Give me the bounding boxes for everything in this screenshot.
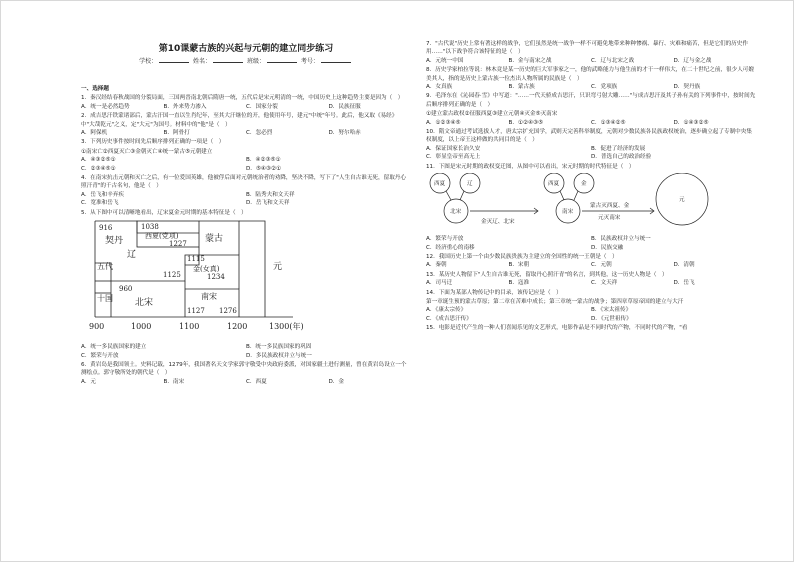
question-5-options	[81, 343, 411, 360]
label-1127: 1127	[187, 307, 205, 316]
option[interactable]: A．①②③④⑤	[426, 119, 461, 126]
option[interactable]: B．陆秀夫和文天祥	[246, 191, 295, 198]
question-10: 10．隋文帝通过考试选拔人才，唐太宗扩充国学，武则天完善科举制度，元朝对少数民族各民族政权统治，逐步确立起了专制中央集权制度，以上帝王这样做的共同目的是（ ）	[426, 129, 752, 144]
question-10-options	[426, 145, 756, 162]
label-yuan: 元	[273, 262, 283, 273]
option[interactable]: C．党项族	[591, 84, 618, 91]
question-1: 1．秦汉经结春秋战国的分裂局面，三国两晋南北朝后隋唐一统，五代后是宋元明清的一统，中国历史上这种趋势主要是因为（ ）	[81, 95, 404, 102]
option[interactable]: B．①②④③⑤	[508, 119, 544, 126]
question-14-contents: 第一章诞生预的蒙古草原；第二章在苦难中成长；第三章统一蒙古的战争；第四章草原帝国的建立与大汗	[426, 298, 684, 305]
option[interactable]: C．①③④②⑤	[591, 119, 626, 126]
exam-blank[interactable]	[321, 57, 351, 63]
option[interactable]: B．促进了经济的发展	[591, 145, 646, 152]
label-xixia: 西夏	[434, 181, 446, 188]
label-jin: 金(女真)	[193, 265, 220, 274]
option[interactable]: D．①④③②⑤	[673, 119, 709, 126]
option[interactable]: D．民族交融	[591, 244, 624, 251]
question-12-options	[426, 261, 756, 269]
regime-change-diagram	[426, 173, 756, 235]
axis-tick-1300: 1300(年)	[269, 322, 304, 332]
option[interactable]: B．④②③⑤①	[246, 157, 281, 164]
left-column	[81, 83, 411, 386]
question-4: 4．在南宋抗击元朝和灭亡之后，有一位爱国英雄，他被俘后面对元朝统治者的劝降，坚决不降，写下了"人生自古谁无死，留取丹心照汗青"的千古名句，他是（ ）	[81, 175, 406, 190]
option[interactable]: B．金与南宋之战	[508, 57, 552, 64]
option[interactable]: D．岳飞	[673, 280, 695, 287]
option[interactable]: B．统一多民族国家的巩固	[246, 344, 312, 351]
label-qidan: 契丹	[105, 236, 124, 247]
option[interactable]: D．岳飞和文天祥	[246, 200, 290, 207]
label-menggu: 蒙古	[205, 234, 224, 245]
option[interactable]: B．南宋	[163, 378, 185, 385]
label-nansong: 南宋	[201, 292, 217, 302]
option[interactable]: A．岳飞和辛弃疾	[81, 191, 124, 198]
question-7: 7．"古代说"历史上常有著这样的战争，它们虽然是统一战争一样不可避免地带来种种惨祸、暴行、灾难和痛苦，但是它们的历史作用……"以下战争符合该特征的是（ ）	[426, 41, 748, 56]
label-960: 960	[119, 285, 133, 294]
label-nansong: 南宋	[562, 209, 574, 216]
question-9: 9．毛泽东在《沁园春·雪》中写道："……一代天骄成吉思汗，只识弯弓射大雕……"与成吉思汗及其子孙有关的下列事件中，按时间先后顺序排列正确的是（ ）	[426, 93, 756, 108]
option[interactable]: C．经济重心的南移	[426, 244, 475, 251]
label-arrow-2b: 元灭南宋	[598, 215, 621, 222]
label-beisong: 北宋	[135, 298, 154, 309]
option[interactable]: B．民族政权并立与统一	[591, 236, 651, 243]
option[interactable]: B．寇准	[508, 280, 530, 287]
label-1038: 1038	[141, 223, 159, 232]
option[interactable]: B．蒙古族	[508, 84, 535, 91]
label-wudai: 五代	[97, 262, 113, 272]
axis-tick-1200: 1200	[227, 322, 248, 332]
option[interactable]: C．文天祥	[591, 280, 618, 287]
option[interactable]: D．金	[328, 378, 344, 385]
option[interactable]: A．元	[81, 378, 97, 385]
axis-tick-1000: 1000	[131, 322, 152, 332]
page-title: 第10课蒙古族的兴起与元朝的建立同步练习	[158, 44, 334, 54]
option[interactable]: A．《康太宗传》	[426, 307, 467, 314]
question-8-options	[426, 83, 756, 91]
label-xixia: 西夏(党项)	[145, 232, 179, 241]
option[interactable]: C．②③④⑤①	[81, 165, 116, 172]
label-beisong: 北宋	[450, 209, 462, 216]
option[interactable]: B．宋朝	[508, 262, 530, 269]
option[interactable]: A．④③②⑤①	[81, 157, 116, 164]
question-2-options	[81, 129, 411, 137]
question-2: 2．成吉思汗铁蒙诸部后，蒙古汗国一直以生肖纪年，至其大汗继位的开，他使用年号，建元"中统"年号。此后，他又取《易经》中"大哉乾元"之义，定"大元"为国号。材料中的"他"是（ ）	[81, 113, 398, 128]
option[interactable]: A．女真族	[426, 84, 453, 91]
option[interactable]: A．保证国家长治久安	[426, 145, 481, 152]
question-12: 12．我国历史上第一个由少数民族贵族为主建立的全国性的统一王朝是（ ）	[426, 253, 618, 260]
option[interactable]: C．忽必烈	[246, 130, 273, 137]
label-arrow-1: 金灭辽、北宋	[481, 219, 515, 226]
option[interactable]: D．清朝	[673, 262, 695, 269]
question-3-events: ①南宋亡②西夏灭亡③金朝灭亡④统一蒙古⑤元朝建立	[81, 148, 213, 155]
section-heading: 一、选择题	[81, 86, 109, 92]
question-11: 11．下图是宋元时期的政权变迁图，从图中可以看出，宋元时期的时代特征是（ ）	[426, 163, 635, 170]
question-9-options	[426, 119, 756, 127]
option[interactable]: D．⑤④③②①	[246, 165, 281, 172]
option[interactable]: D．《元世祖传》	[591, 315, 632, 322]
label-yuan: 元	[679, 197, 685, 204]
label-liao: 辽	[127, 250, 137, 261]
school-label: 学校：	[139, 58, 158, 65]
option[interactable]: A．阿保机	[81, 130, 108, 137]
student-info-line	[81, 56, 411, 65]
right-column	[426, 39, 756, 333]
exam-label: 考号：	[300, 58, 319, 65]
question-14: 14．下面为某部人物传记中的目录，该传记应是（ ）	[426, 289, 562, 296]
question-11-options	[426, 235, 756, 252]
option[interactable]: A．元统一中国	[426, 57, 464, 64]
option[interactable]: C．宽准和岳飞	[81, 200, 119, 207]
question-6-options	[81, 378, 411, 386]
question-6: 6．黄岩岛是我国领土。史料记载，1279年，我国著名天文学家郭守敬受中央政府委派，对国家疆土进行测量，曾在黄岩岛设立一个测绘点。郭守敬所处的朝代是（ ）	[81, 361, 407, 377]
label-1125: 1125	[163, 271, 181, 280]
question-1-options	[81, 103, 411, 111]
label-1227: 1227	[169, 240, 187, 249]
option[interactable]: D．契丹族	[673, 84, 701, 91]
timeline-svg	[89, 219, 309, 343]
option[interactable]: B．阿骨打	[163, 130, 190, 137]
option[interactable]: D．辽与金之战	[673, 57, 712, 64]
question-13-options	[426, 279, 756, 287]
label-916: 916	[99, 224, 113, 233]
label-1115: 1115	[187, 255, 205, 264]
name-blank[interactable]	[213, 57, 243, 63]
option[interactable]: C．西夏	[246, 378, 267, 385]
question-15: 15．电影是近代产生的一种人们喜闻乐见的文艺形式，电影作品是不同时代的产物，不同时代的产物，"看	[426, 325, 688, 332]
option[interactable]: D．努尔哈赤	[328, 130, 361, 137]
option[interactable]: B．《宋太祖传》	[591, 307, 632, 314]
label-1276: 1276	[219, 307, 237, 316]
option[interactable]: B．外来势力渗入	[163, 103, 207, 110]
class-label: 班级：	[246, 58, 265, 65]
option[interactable]: A．统一是必然趋势	[81, 103, 130, 110]
question-13: 13．某历史人物留下"人生自古谁无死，留取丹心照汗青"的名言，到其他，这一历史人物是（ ）	[426, 271, 668, 278]
name-label: 姓名：	[193, 58, 212, 65]
option[interactable]: C．《成吉思汗传》	[426, 315, 472, 322]
option[interactable]: C．辽与北宋之战	[591, 57, 635, 64]
diagram-svg	[426, 173, 756, 235]
option[interactable]: C．繁荣与开放	[81, 352, 119, 359]
axis-tick-900: 900	[89, 322, 105, 332]
option[interactable]: D．民族征服	[328, 103, 361, 110]
label-shiguo: 十国	[97, 294, 113, 304]
option[interactable]: C．元朝	[591, 262, 612, 269]
question-7-options	[426, 57, 756, 65]
dynasty-timeline-chart	[81, 219, 411, 343]
option[interactable]: C．彰显皇帝至高无上	[426, 154, 481, 161]
question-8: 8．历史学家柏拉等说：林木竟是某一历史的巨大军事家之一，他的武略能力与他生前的才干一样伟大，在二十世纪之前，很少人可媲美其人，指的是历史上蒙古族一位杰出人物所属的民族是（ ）	[426, 67, 754, 82]
question-9-events: ①建立蒙古政权②征服西夏③建立元朝④灭金⑤灭南宋	[426, 111, 558, 118]
option[interactable]: A．司马迁	[426, 280, 453, 287]
label-liao: 辽	[467, 181, 473, 188]
question-4-options	[81, 191, 411, 208]
question-5: 5．从下图中可以清晰地看出，辽宋夏金元时期的基本特征是（ ）	[81, 209, 247, 216]
option[interactable]: D．多民族政权并立与统一	[246, 352, 312, 359]
axis-tick-1100: 1100	[179, 322, 200, 332]
question-3: 3．下列历史事件按时间先后顺序排列正确的一项是（ ）	[81, 139, 225, 146]
label-xixia-2: 西夏	[548, 181, 560, 188]
label-1234: 1234	[207, 273, 225, 282]
class-blank[interactable]	[267, 57, 297, 63]
option[interactable]: A．统一多民族国家的建立	[81, 344, 147, 351]
option[interactable]: C．国家分裂	[246, 103, 278, 110]
option[interactable]: A．繁荣与开放	[426, 236, 464, 243]
question-3-options	[81, 156, 411, 173]
label-jin: 金	[581, 181, 587, 188]
option[interactable]: A．秦朝	[426, 262, 447, 269]
question-14-options	[426, 306, 756, 323]
label-arrow-2a: 蒙古灭西夏、金	[590, 203, 630, 210]
option[interactable]: D．普选自己的政治经验	[591, 154, 652, 161]
school-blank[interactable]	[159, 57, 189, 63]
